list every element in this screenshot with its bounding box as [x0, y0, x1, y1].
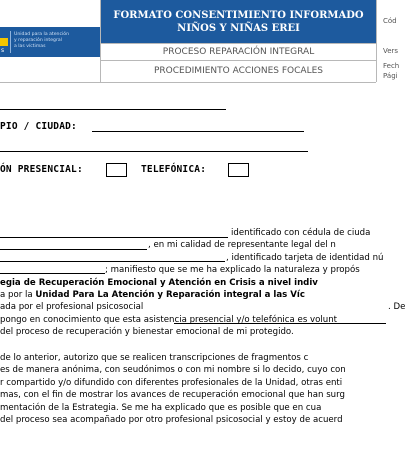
- p1-line-text: del proceso de recuperación y bienestar emocional de mi protegido.: [0, 327, 294, 338]
- estrategia-title: egia de Recuperación Emocional y Atención en Crisis a nivel indiv: [0, 277, 318, 288]
- p1-line: [0, 264, 400, 276]
- p2-line: mentación de la Estrategia. Se me ha explicado que es posible que en cua: [0, 402, 322, 413]
- municipio-label: PIO / CIUDAD:: [0, 121, 77, 132]
- consent-paragraph-1: [0, 227, 405, 339]
- p1-line-text: pongo en conocimiento que esta asistencia presencial y/o telefónica es volunt: [0, 314, 338, 325]
- logo-cell: [0, 0, 101, 83]
- p1-line-text: a por la: [0, 289, 36, 300]
- process-name: PROCESO REPARACIÓN INTEGRAL: [101, 44, 376, 61]
- unidad-name: Unidad Para La Atención y Reparación integral a las Víc: [35, 289, 305, 300]
- p2-line: de lo anterior, autorizo que se realicen transcripciones de fragmentos c: [0, 353, 309, 363]
- p1-line: ada por el profesional psicosocial . De: [0, 302, 405, 313]
- second-blank-line[interactable]: [0, 151, 308, 152]
- document-header: [0, 0, 400, 83]
- p1-line: [0, 239, 400, 251]
- unidad-victimas-logo: [0, 27, 100, 57]
- meta-codigo-label: Cód: [383, 17, 397, 25]
- p2-line: r compartido y/o difundido con diferentes profesionales de la Unidad, otras enti: [0, 377, 343, 388]
- logo-fragment: s: [1, 47, 5, 54]
- logo-text: Unidad para la atención y reparación integral a las víctimas: [14, 32, 69, 49]
- meta-pagina-label: Pági: [383, 72, 398, 80]
- p1-line: [0, 252, 400, 264]
- p1-line: [0, 326, 400, 338]
- telefonica-label: TELEFÓNICA:: [141, 164, 207, 175]
- document-title: FORMATO CONSENTIMIENTO INFORMADO NIÑOS Y NIÑAS EREI: [101, 0, 376, 44]
- p1-line: [0, 314, 400, 326]
- p1-line-text: identificado con cédula de ciuda: [231, 228, 371, 238]
- p2-line: mas, con el fin de mostrar los avances de recuperación emocional que han surg: [0, 390, 345, 401]
- presencial-checkbox[interactable]: [106, 163, 127, 177]
- p1-line-text: ada por el profesional psicosocial: [0, 302, 144, 313]
- p2-line: es de manera anónima, con seudónimos o con mi nombre si lo decido, cuyo con: [0, 365, 346, 376]
- p1-line-text: , en mi calidad de representante legal del n: [148, 240, 336, 251]
- procedure-name: PROCEDIMIENTO ACCIONES FOCALES: [101, 61, 376, 83]
- p1-line: [0, 227, 400, 239]
- p1-line: [0, 277, 400, 289]
- telefonica-checkbox[interactable]: [228, 163, 249, 177]
- top-blank-line[interactable]: [0, 109, 226, 110]
- meta-fecha-label: Fech: [383, 62, 400, 70]
- p1-line-text: , identificado tarjeta de identidad nú: [226, 252, 384, 263]
- p2-line: del proceso sea acompañado por otro profesional psicosocial y estoy de acuerd: [0, 414, 343, 425]
- p1-line-text: ; manifiesto que se me ha explicado la naturaleza y propós: [105, 265, 360, 276]
- presencial-label: ÓN PRESENCIAL:: [0, 164, 83, 175]
- consent-paragraph-2: [0, 352, 400, 426]
- meta-version-label: Vers: [383, 47, 399, 55]
- logo-mark-icon: [0, 38, 8, 46]
- logo-separator: [10, 31, 11, 53]
- municipio-field[interactable]: [92, 131, 304, 132]
- p1-line: [0, 289, 400, 301]
- document-meta-column: [376, 0, 401, 82]
